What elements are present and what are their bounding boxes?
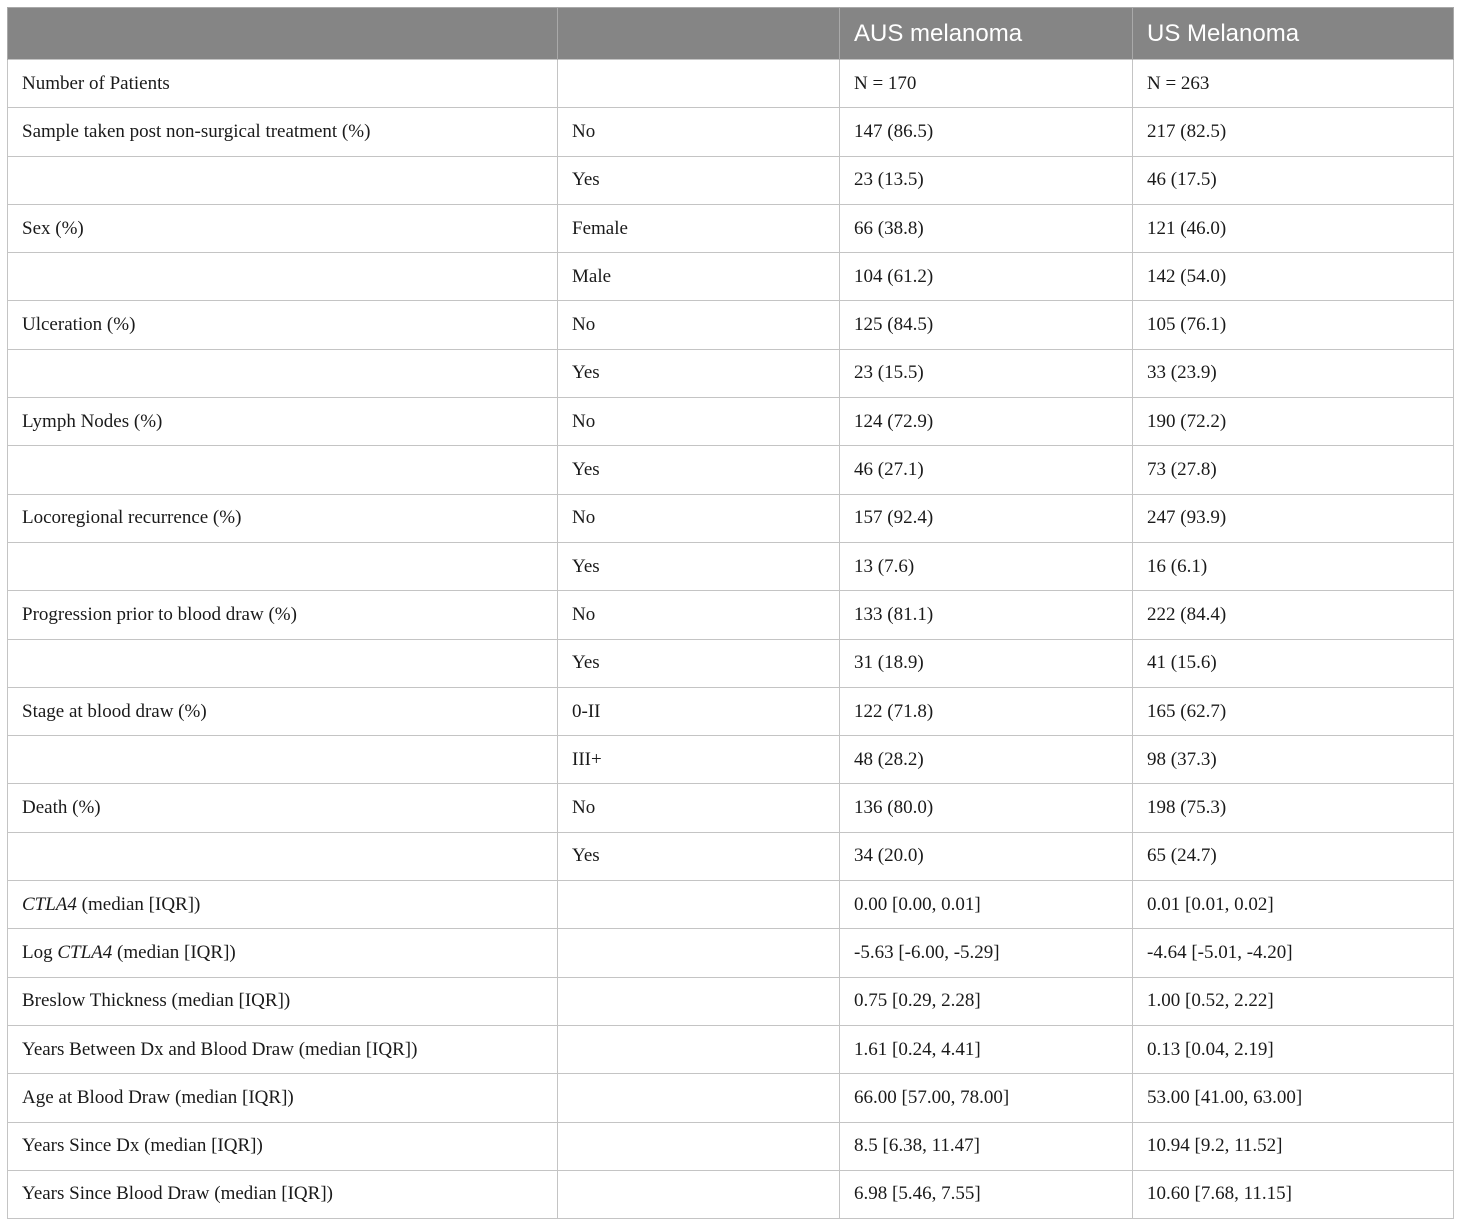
row-category: No [558, 301, 840, 349]
row-category: No [558, 784, 840, 832]
us-value: 65 (24.7) [1133, 832, 1454, 880]
aus-value: 133 (81.1) [840, 591, 1133, 639]
row-category [558, 1122, 840, 1170]
table-row [8, 494, 1454, 542]
header-aus-melanoma: AUS melanoma [840, 8, 1133, 60]
table-row [8, 977, 1454, 1025]
row-category: III+ [558, 736, 840, 784]
row-label: Sex (%) [8, 204, 558, 252]
table-row [8, 156, 1454, 204]
us-value: 53.00 [41.00, 63.00] [1133, 1074, 1454, 1122]
row-category: No [558, 398, 840, 446]
us-value: 0.13 [0.04, 2.19] [1133, 1025, 1454, 1073]
row-label: Locoregional recurrence (%) [8, 494, 558, 542]
row-category: 0-II [558, 687, 840, 735]
us-value: 98 (37.3) [1133, 736, 1454, 784]
aus-value: 6.98 [5.46, 7.55] [840, 1170, 1133, 1218]
table-row [8, 591, 1454, 639]
table-row [8, 301, 1454, 349]
table-row [8, 929, 1454, 977]
row-category: Yes [558, 832, 840, 880]
aus-value: 157 (92.4) [840, 494, 1133, 542]
header-row [8, 8, 1454, 60]
aus-value: 66.00 [57.00, 78.00] [840, 1074, 1133, 1122]
row-category [558, 1170, 840, 1218]
row-label [8, 736, 558, 784]
header-us-melanoma: US Melanoma [1133, 8, 1454, 60]
us-value: 217 (82.5) [1133, 108, 1454, 156]
row-category [558, 1074, 840, 1122]
row-category: No [558, 591, 840, 639]
row-label [8, 639, 558, 687]
aus-value: 23 (15.5) [840, 349, 1133, 397]
us-value: 190 (72.2) [1133, 398, 1454, 446]
row-label [8, 349, 558, 397]
gene-name: CTLA4 [57, 941, 113, 963]
row-label: Number of Patients [8, 60, 558, 108]
aus-value: 0.75 [0.29, 2.28] [840, 977, 1133, 1025]
aus-value: N = 170 [840, 60, 1133, 108]
us-value: 0.01 [0.01, 0.02] [1133, 881, 1454, 929]
row-label [8, 881, 558, 929]
us-value: 198 (75.3) [1133, 784, 1454, 832]
table-row [8, 687, 1454, 735]
row-label: Stage at blood draw (%) [8, 687, 558, 735]
row-label: Years Since Dx (median [IQR]) [8, 1122, 558, 1170]
row-category: Yes [558, 542, 840, 590]
row-label: Sample taken post non-surgical treatment (%) [8, 108, 558, 156]
aus-value: 48 (28.2) [840, 736, 1133, 784]
us-value: 10.60 [7.68, 11.15] [1133, 1170, 1454, 1218]
table-row [8, 253, 1454, 301]
aus-value: 34 (20.0) [840, 832, 1133, 880]
table-row [8, 60, 1454, 108]
us-value: -4.64 [-5.01, -4.20] [1133, 929, 1454, 977]
row-category [558, 1025, 840, 1073]
table-row [8, 736, 1454, 784]
us-value: 10.94 [9.2, 11.52] [1133, 1122, 1454, 1170]
aus-value: 124 (72.9) [840, 398, 1133, 446]
row-label: Breslow Thickness (median [IQR]) [8, 977, 558, 1025]
header-characteristic [8, 8, 558, 60]
table-row [8, 1170, 1454, 1218]
row-category [558, 881, 840, 929]
us-value: 73 (27.8) [1133, 446, 1454, 494]
us-value: 41 (15.6) [1133, 639, 1454, 687]
us-value: 46 (17.5) [1133, 156, 1454, 204]
us-value: 247 (93.9) [1133, 494, 1454, 542]
aus-value: 136 (80.0) [840, 784, 1133, 832]
row-label [8, 832, 558, 880]
table-row [8, 349, 1454, 397]
row-category: Yes [558, 446, 840, 494]
aus-value: 1.61 [0.24, 4.41] [840, 1025, 1133, 1073]
table-row [8, 881, 1454, 929]
row-label: Death (%) [8, 784, 558, 832]
us-value: 222 (84.4) [1133, 591, 1454, 639]
row-category: Yes [558, 639, 840, 687]
patient-characteristics-table [7, 7, 1454, 1219]
row-category [558, 977, 840, 1025]
aus-value: 147 (86.5) [840, 108, 1133, 156]
row-category: Yes [558, 349, 840, 397]
us-value: 16 (6.1) [1133, 542, 1454, 590]
aus-value: -5.63 [-6.00, -5.29] [840, 929, 1133, 977]
us-value: 121 (46.0) [1133, 204, 1454, 252]
aus-value: 125 (84.5) [840, 301, 1133, 349]
aus-value: 31 (18.9) [840, 639, 1133, 687]
row-label: Years Between Dx and Blood Draw (median [IQR]) [8, 1025, 558, 1073]
aus-value: 46 (27.1) [840, 446, 1133, 494]
row-label: Years Since Blood Draw (median [IQR]) [8, 1170, 558, 1218]
table-row [8, 832, 1454, 880]
table-row [8, 1074, 1454, 1122]
aus-value: 122 (71.8) [840, 687, 1133, 735]
table-row [8, 204, 1454, 252]
aus-value: 23 (13.5) [840, 156, 1133, 204]
label-text: (median [IQR]) [76, 893, 201, 915]
row-category [558, 929, 840, 977]
row-category [558, 60, 840, 108]
us-value: 33 (23.9) [1133, 349, 1454, 397]
table-row [8, 108, 1454, 156]
us-value: 165 (62.7) [1133, 687, 1454, 735]
table-row [8, 639, 1454, 687]
row-label [8, 446, 558, 494]
table-row [8, 446, 1454, 494]
label-text: Log [22, 941, 58, 963]
aus-value: 0.00 [0.00, 0.01] [840, 881, 1133, 929]
aus-value: 8.5 [6.38, 11.47] [840, 1122, 1133, 1170]
row-category: No [558, 494, 840, 542]
row-category: Female [558, 204, 840, 252]
gene-name: CTLA4 [22, 893, 77, 915]
header-category [558, 8, 840, 60]
table-row [8, 1122, 1454, 1170]
aus-value: 13 (7.6) [840, 542, 1133, 590]
table-row [8, 542, 1454, 590]
table-row [8, 784, 1454, 832]
row-label [8, 929, 558, 977]
aus-value: 104 (61.2) [840, 253, 1133, 301]
row-label [8, 253, 558, 301]
row-category: Male [558, 253, 840, 301]
us-value: N = 263 [1133, 60, 1454, 108]
us-value: 142 (54.0) [1133, 253, 1454, 301]
row-label: Lymph Nodes (%) [8, 398, 558, 446]
row-category: No [558, 108, 840, 156]
row-label: Ulceration (%) [8, 301, 558, 349]
row-label [8, 156, 558, 204]
label-text: (median [IQR]) [112, 941, 236, 963]
us-value: 1.00 [0.52, 2.22] [1133, 977, 1454, 1025]
table-row [8, 398, 1454, 446]
aus-value: 66 (38.8) [840, 204, 1133, 252]
us-value: 105 (76.1) [1133, 301, 1454, 349]
row-label [8, 542, 558, 590]
table-row [8, 1025, 1454, 1073]
row-label: Progression prior to blood draw (%) [8, 591, 558, 639]
row-label: Age at Blood Draw (median [IQR]) [8, 1074, 558, 1122]
row-category: Yes [558, 156, 840, 204]
